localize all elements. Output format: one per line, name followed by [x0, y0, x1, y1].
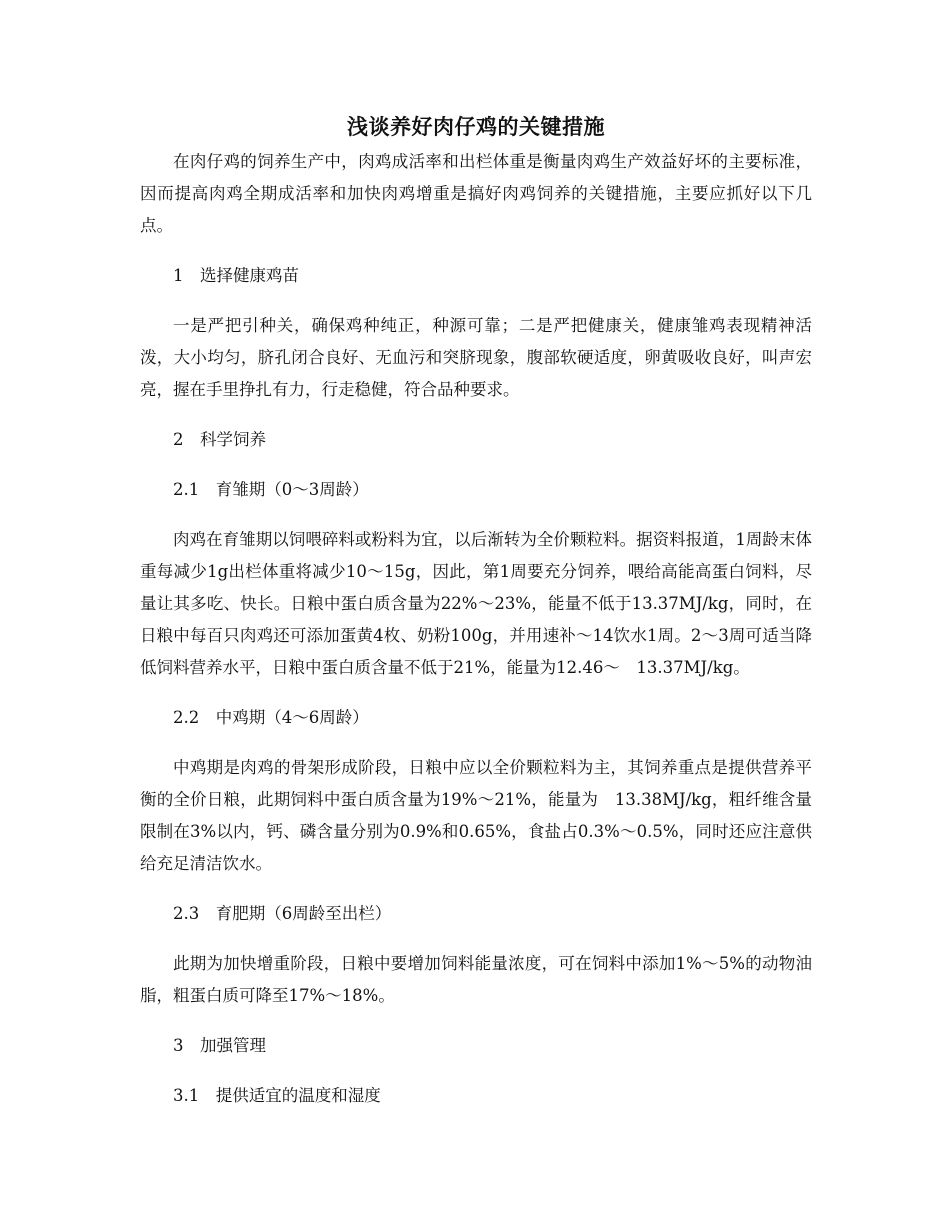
spacer — [140, 506, 812, 524]
spacer — [140, 880, 812, 898]
spacer — [140, 242, 812, 260]
section-2-1-heading: 2.1 育雏期（0～3周龄） — [173, 480, 369, 499]
intro-paragraph: 在肉仔鸡的饲养生产中，肉鸡成活率和出栏体重是衡量肉鸡生产效益好坏的主要标准，因而提高肉鸡全期成活率和加快肉鸡增重是搞好肉鸡饲养的关键措施，主要应抓好以下几点。 — [140, 152, 812, 235]
section-2-3-heading: 2.3 育肥期（6周龄至出栏） — [173, 904, 392, 923]
section-1-paragraph: 一是严把引种关，确保鸡种纯正，种源可靠；二是严把健康关，健康雏鸡表现精神活泼，大小均匀，脐孔闭合良好、无血污和突脐现象，腹部软硬适度，卵黄吸收良好，叫声宏亮，握在手里挣扎有力，行走稳健，符合品种要求。 — [140, 316, 812, 399]
spacer — [140, 1062, 812, 1080]
section-3-heading: 3 加强管理 — [173, 1036, 266, 1055]
section-3-1-heading: 3.1 提供适宜的温度和湿度 — [173, 1086, 381, 1105]
spacer — [140, 292, 812, 310]
section-2-1-paragraph: 肉鸡在育雏期以饲喂碎料或粉料为宜，以后渐转为全价颗粒料。据资料报道，1周龄末体重每减少1g出栏体重将减少10～15g，因此，第1周要充分饲养，喂给高能高蛋白饲料，尽量让其多吃、快长。日粮中蛋白质含量为22%～23%，能量不低于13.37MJ/kg，同时，在日粮中每百只肉鸡还可添加蛋黄4枚、奶粉100g，并用速补～14饮水1周。2～3周可适当降低饲料营养水平，日粮中蛋白质含量不低于21%，能量为12.46～ 13.37MJ/kg。 — [140, 530, 812, 677]
section-2-heading: 2 科学饲养 — [173, 430, 266, 449]
document-page — [140, 112, 812, 1112]
section-2-2-heading: 2.2 中鸡期（4～6周龄） — [173, 708, 369, 727]
section-2-3-paragraph: 此期为加快增重阶段，日粮中要增加饲料能量浓度，可在饲料中添加1%～5%的动物油脂，粗蛋白质可降至17%～18%。 — [140, 954, 812, 1005]
spacer — [140, 1012, 812, 1030]
spacer — [140, 930, 812, 948]
spacer — [140, 456, 812, 474]
section-2-2-paragraph: 中鸡期是肉鸡的骨架形成阶段，日粮中应以全价颗粒料为主，其饲养重点是提供营养平衡的全价日粮，此期饲料中蛋白质含量为19%～21%，能量为 13.38MJ/kg，粗纤维含量限制在3%以内，钙、磷含量分别为0.9%和0.65%，食盐占0.3%～0.5%，同时还应注意供给充足清洁饮水。 — [140, 758, 812, 873]
spacer — [140, 406, 812, 424]
spacer — [140, 734, 812, 752]
document-title: 浅谈养好肉仔鸡的关键措施 — [347, 114, 605, 139]
section-1-heading: 1 选择健康鸡苗 — [173, 266, 299, 285]
spacer — [140, 684, 812, 702]
